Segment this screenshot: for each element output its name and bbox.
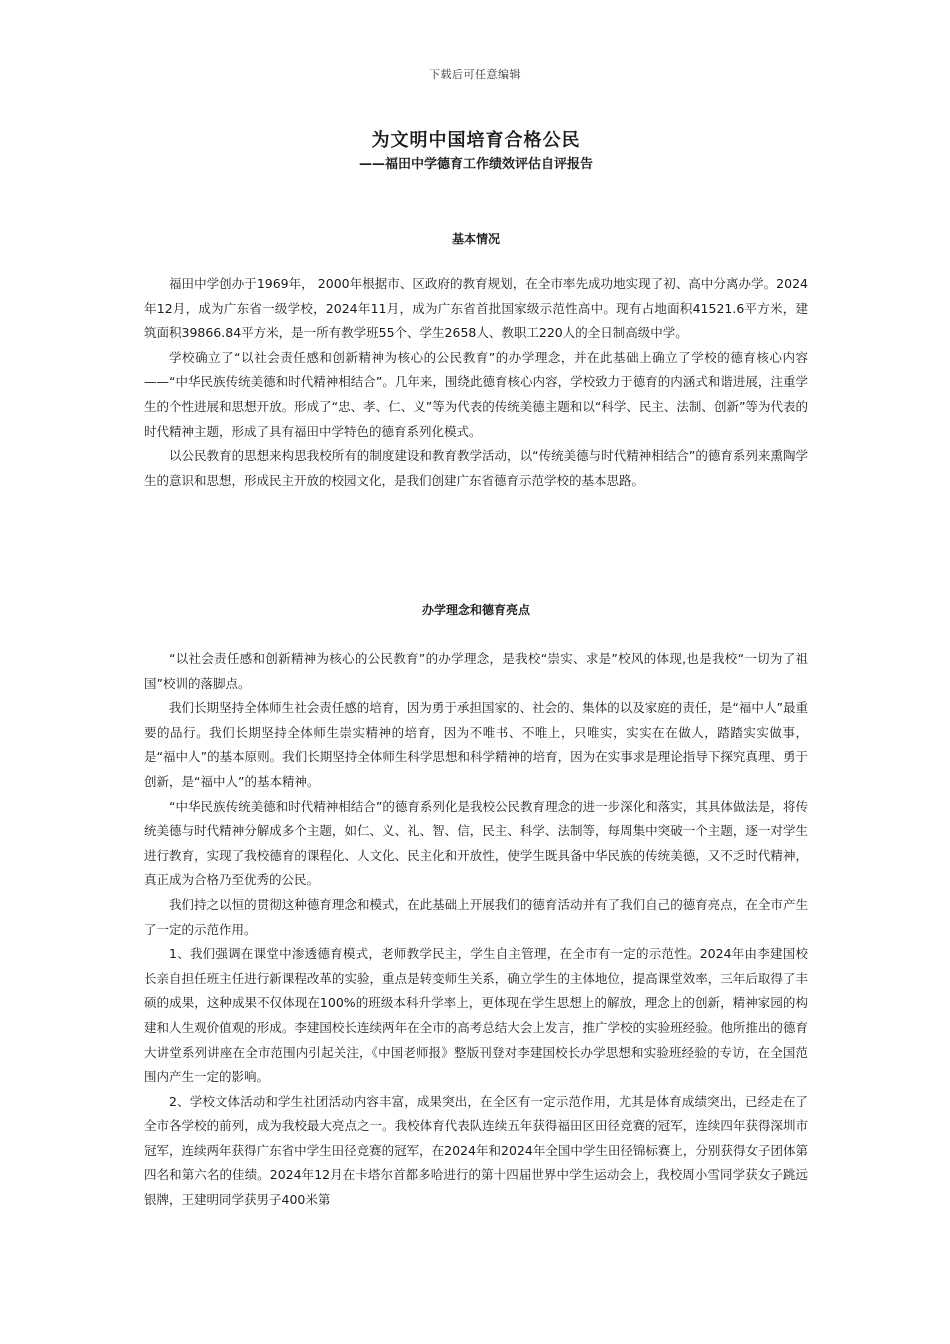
paragraph: 福田中学创办于1969年， 2000年根据市、区政府的教育规划，在全市率先成功地实现了初、高中分离办学。2024年12月，成为广东省一级学校，2024年11月，成为广东省首批国家级示范性高中。现有占地面积41521.6平方米，建筑面积39866.84平方米，是一所有教学班55个、学生2658人、教职工220人的全日制高级中学。 [144,276,808,341]
paragraph: 学校确立了“以社会责任感和创新精神为核心的公民教育”的办学理念，并在此基础上确立了学校的德育核心内容——“中华民族传统美德和时代精神相结合”。几年来，围绕此德育核心内容，学校致力于德育的内涵式和谐进展，注重学生的个性进展和思想开放。形成了“忠、孝、仁、义”等为代表的传统美德主题和以“科学、民主、法制、创新”等为代表的时代精神主题，形成了具有福田中学特色的德育系列化模式。 [144,349,808,439]
section-heading-philosophy: 办学理念和德育亮点 [421,603,530,617]
paragraph: “以社会责任感和创新精神为核心的公民教育”的办学理念，是我校“崇实、求是”校风的体现,也是我校“一切为了祖国”校训的落脚点。 [144,651,808,691]
section-body-basic-info [144,272,808,493]
document-subtitle: ——福田中学德育工作绩效评估自评报告 [358,157,593,172]
paragraph: 1、我们强调在课堂中渗透德育模式，老师教学民主，学生自主管理，在全市有一定的示范性。2024年由李建国校长亲自担任班主任进行新课程改革的实验，重点是转变师生关系，确立学生的主体地位，提高课堂效率，三年后取得了丰硕的成果，这种成果不仅体现在100%的班级本科升学率上，更体现在学生思想上的解放，理念上的创新，精神家园的构建和人生观价值观的形成。李建国校长连续两年在全市的高考总结大会上发言，推广学校的实验班经验。他所推出的德育大讲堂系列讲座在全市范围内引起关注，《中国老师报》整版刊登对李建国校长办学思想和实验班经验的专访，在全国范围内产生一定的影响。 [144,946,808,1085]
document-title: 为文明中国培育合格公民 [371,130,581,151]
paragraph: 我们持之以恒的贯彻这种德育理念和模式，在此基础上开展我们的德育活动并有了我们自己的德育亮点，在全市产生了一定的示范作用。 [144,896,808,937]
paragraph: 以公民教育的思想来构思我校所有的制度建设和教育教学活动，以“传统美德与时代精神相结合”的德育系列来熏陶学生的意识和思想，形成民主开放的校园文化，是我们创建广东省德育示范学校的基本思路。 [144,448,808,488]
paragraph: “中华民族传统美德和时代精神相结合”的德育系列化是我校公民教育理念的进一步深化和落实，其具体做法是，将传统美德与时代精神分解成多个主题，如仁、义、礼、智、信，民主、科学、法制等，每周集中突破一个主题，逐一对学生进行教育，实现了我校德育的课程化、人文化、民主化和开放性，使学生既具备中华民族的传统美德，又不乏时代精神，真正成为合格乃至优秀的公民。 [144,798,808,888]
section-heading-basic-info: 基本情况 [451,232,500,246]
section-body-philosophy [144,647,808,1213]
paragraph: 2、学校文体活动和学生社团活动内容丰富，成果突出，在全区有一定示范作用，尤其是体育成绩突出，已经走在了全市各学校的前列，成为我校最大亮点之一。我校体育代表队连续五年获得福田区田径竞赛的冠军，连续四年获得深圳市冠军，连续两年获得广东省中学生田径竞赛的冠军，在2024年和2024年全国中学生田径锦标赛上，分别获得女子团体第四名和第六名的佳绩。2024年12月在卡塔尔首都多哈进行的第十四届世界中学生运动会上，我校周小雪同学获女子跳远银牌，王建明同学获男子400米第 [144,1093,808,1208]
header-note: 下载后可任意编辑 [429,68,521,81]
paragraph: 我们长期坚持全体师生社会责任感的培育，因为勇于承担国家的、社会的、集体的以及家庭的责任，是“福中人”最重要的品行。我们长期坚持全体师生崇实精神的培育，因为不唯书、不唯上，只唯实，实实在在做人，踏踏实实做事，是“福中人”的基本原则。我们长期坚持全体师生科学思想和科学精神的培育，因为在实事求是理论指导下探究真理、勇于创新，是“福中人”的基本精神。 [144,700,808,789]
